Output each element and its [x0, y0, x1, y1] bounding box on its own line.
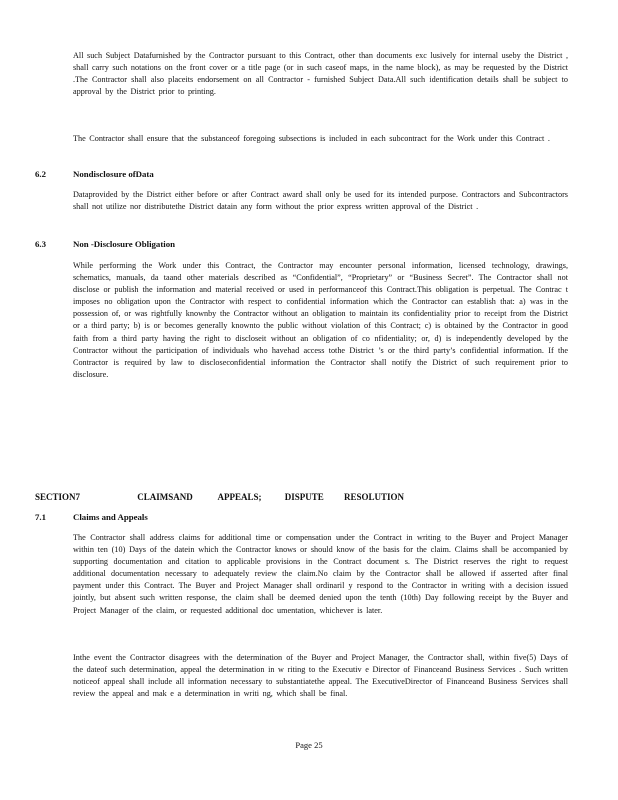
paragraph-nondisclosure-of-data: Dataprovided by the District either before or after Contract award shall only be used for its intended purpose. Contractors and Subcontractors shall not utilize nor distributethe District datain any form without the prior express written approval of the District . [73, 190, 568, 212]
paragraph-nondisclosure-obligation: While performing the Work under this Contract, the Contractor may encounter personal information, licensed technology, drawings, schematics, manuals, da taand other materials described as “Confidential”, “Proprietary” or “Business Secret”. The Contractor shall not disclose or publish the information and material received or used in performanceof this Contract.This obligation is perpetual. The Contrac t imposes no obligation upon the Contractor with respect to confidential information which the Contractor can establish that: a) was in the possession of, or was rightfully knownby the Contractor without an obligation to maintain its confidentiality prior to receipt from the District or a third party; b) is or becomes generally knownto the public without violation of this Contract; c) is obtained by the Contractor in good faith from a third party having the right to discloseit without an obligation of co nfidentiality; or, d) is independently developed by the Contractor without the participation of individuals who havehad access tothe District ’s or the third party’s confidential information. If the Contractor is required by law to discloseconfidential information the Contractor shall notify the District of such requirement prior to disclosure. [73, 261, 568, 379]
heading-number: 6.3 [35, 239, 46, 249]
paragraph-claims: The Contractor shall address claims for additional time or compensation under the Contract in writing to the Buyer and Project Manager within ten (10) Days of the datein which the Contractor knows or should know of the basis for the claim. Claims shall be accompanied by supporting documentation and citation to applicable provisions in the Contract document s. The District reserves the right to request additional documentation necessary to adequately review the claim.No claim by the Contractor shall be allowed if asserted after final payment under this Contract. The Buyer and Project Manager shall ordinaril y respond to the Contractor in writing with a decision issued jointly, but absent such written response, the claim shall be deemed denied upon the tenth (10th) Day following receipt by the Buyer and Project Manager of the claim, or requested additional doc umentation, whichever is later. [73, 533, 568, 615]
section-title-word: CLAIMSAND [137, 492, 193, 502]
heading-title: Non -Disclosure Obligation [73, 239, 175, 249]
paragraph-subject-data-notations: All such Subject Datafurnished by the Contractor pursuant to this Contract, other than documents exc lusively for internal useby the District , shall carry such notations on the front cover or a title page (or in such caseof maps, in the name block), as may be requested by the District .The Contractor shall also placeits endorsement on all Contractor - furnished Subject Data.All such identification details shall be subject to approval by the District prior to printing. [73, 51, 568, 97]
page-number: Page 25 [295, 740, 323, 750]
heading-number: 6.2 [35, 169, 46, 179]
section-title-word: APPEALS; [217, 492, 262, 502]
section-number: SECTION7 [35, 492, 81, 502]
heading-title: Claims and Appeals [73, 512, 148, 522]
section-title-word: DISPUTE [284, 492, 324, 502]
section-7-title [35, 492, 555, 502]
heading-title: Nondisclosure ofData [73, 169, 154, 179]
paragraph-appeals: Inthe event the Contractor disagrees with the determination of the Buyer and Project Manager, the Contractor shall, within five(5) Days of the dateof such determination, appeal the determination in w riting to the Executiv e Director of Financeand Business Services . Such written noticeof appeal shall include all information necessary to substantiatethe appeal. The ExecutiveDirector of Financeand Business Services shall review the appeal and mak e a determination in writi ng, which shall be final. [73, 653, 568, 699]
paragraph-subcontract-inclusion: The Contractor shall ensure that the substanceof foregoing subsections is included in each subcontract for the Work under this Contract . [73, 134, 550, 143]
section-title-word: RESOLUTION [344, 492, 405, 502]
heading-number: 7.1 [35, 512, 46, 522]
